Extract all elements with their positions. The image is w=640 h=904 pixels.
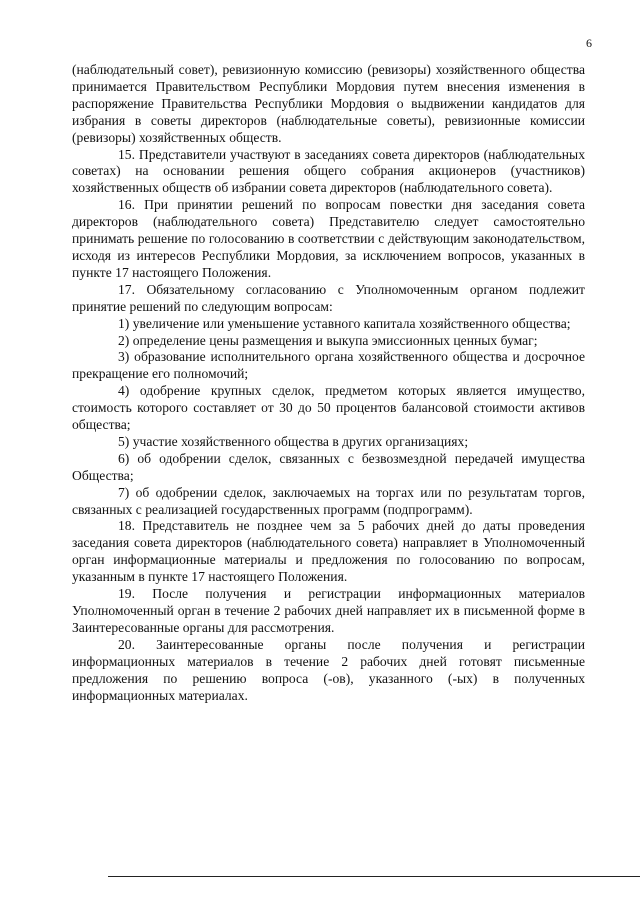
page-number: 6 bbox=[586, 36, 592, 50]
list-item-3: 3) образование исполнительного органа хозяйственного общества и досрочное прекращение его полномочий; bbox=[72, 349, 585, 382]
document-body bbox=[72, 62, 585, 704]
list-item-7: 7) об одобрении сделок, заключаемых на торгах или по результатам торгов, связанных с реализацией государственных программ (подпрограмм). bbox=[72, 484, 585, 517]
paragraph-15: 15. Представители участвуют в заседаниях совета директоров (наблюдательных советах) на основании решения общего собрания акционеров (участников) хозяйственных обществ об избрании совета директоров (наблюдательного совета). bbox=[72, 146, 585, 196]
paragraph-17: 17. Обязательному согласованию с Уполномоченным органом подлежит принятие решений по следующим вопросам: bbox=[72, 281, 585, 314]
paragraph-20: 20. Заинтересованные органы после получения и регистрации информационных материалов в течение 2 рабочих дней готовят письменные предложения по решению вопроса (-ов), указанного (-ых) в полученных информационных материалах. bbox=[72, 636, 585, 703]
list-item-6: 6) об одобрении сделок, связанных с безвозмездной передачей имущества Общества; bbox=[72, 450, 585, 483]
list-item-5: 5) участие хозяйственного общества в других организациях; bbox=[118, 433, 469, 449]
paragraph-16: 16. При принятии решений по вопросам повестки дня заседания совета директоров (наблюдательного совета) Представителю следует самостоятельно принимать решение по голосованию в соответствии с действующим законодательством, исходя из интересов Республики Мордовия, за исключением вопросов, указанных в пункте 17 настоящего Положения. bbox=[72, 197, 585, 280]
list-item-2: 2) определение цены размещения и выкупа эмиссионных ценных бумаг; bbox=[118, 332, 538, 348]
list-item-1: 1) увеличение или уменьшение уставного капитала хозяйственного общества; bbox=[118, 315, 571, 331]
list-item-4: 4) одобрение крупных сделок, предметом которых является имущество, стоимость которого составляет от 30 до 50 процентов балансовой стоимости активов общества; bbox=[72, 383, 585, 433]
paragraph-continuation: (наблюдательный совет), ревизионную комиссию (ревизоры) хозяйственного общества принимается Правительством Республики Мордовия путем внесения изменения в распоряжение Правительства Республики Мордовия о выдвижении кандидатов для избрания в советы директоров (наблюдательные советы), ревизионные комиссии (ревизоры) хозяйственных обществ. bbox=[72, 62, 585, 145]
paragraph-18: 18. Представитель не позднее чем за 5 рабочих дней до даты проведения заседания совета директоров (наблюдательного совета) направляет в Уполномоченный орган информационные материалы и предложения по голосованию по вопросам, указанным в пункте 17 настоящего Положения. bbox=[72, 518, 585, 585]
paragraph-19: 19. После получения и регистрации информационных материалов Уполномоченный орган в течение 2 рабочих дней направляет их в письменной форме в Заинтересованные органы для рассмотрения. bbox=[72, 586, 585, 635]
bottom-rule bbox=[108, 876, 640, 877]
